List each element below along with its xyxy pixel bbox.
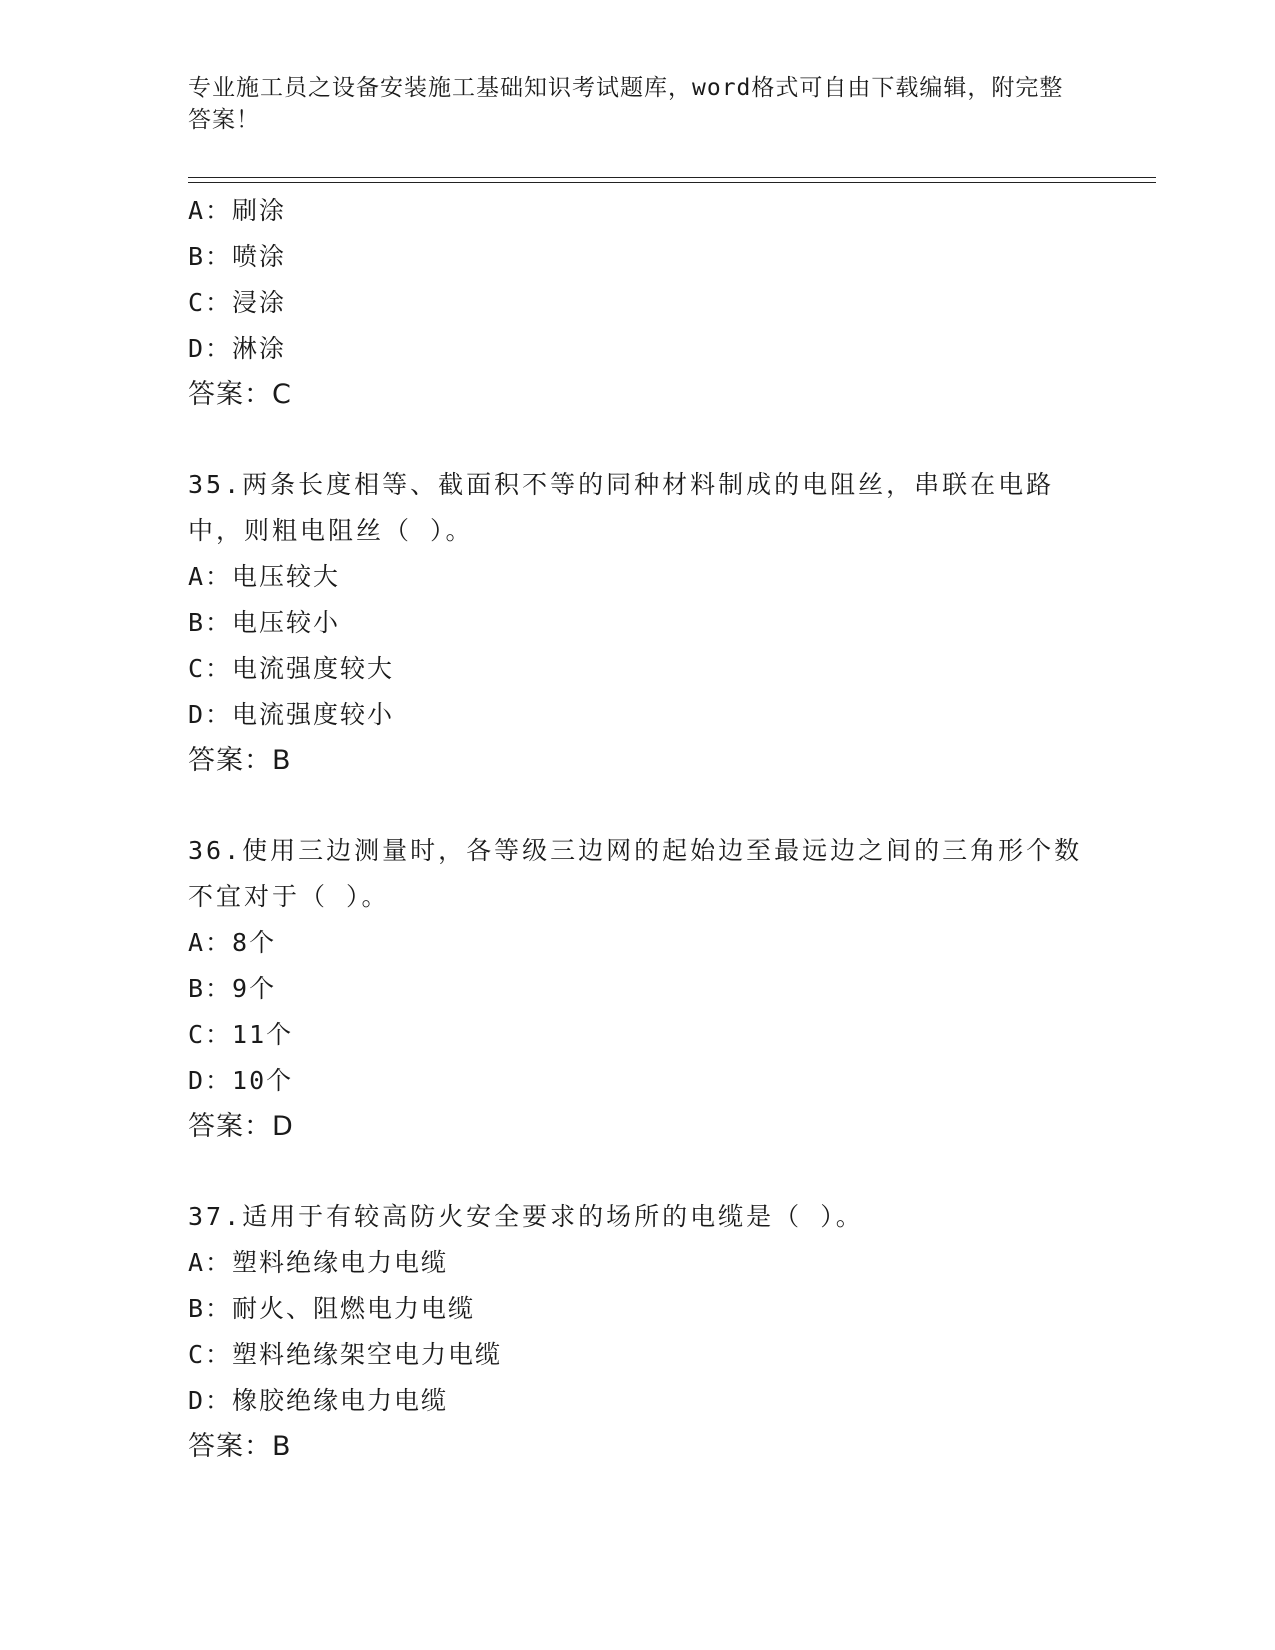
option-b: B：电压较小 [188,608,341,637]
option-a: A：刷涂 [188,196,287,225]
question-35 [188,462,1088,784]
option-a: A：8个 [188,928,277,957]
answer-line: 答案：D [188,1111,294,1142]
option-d: D：电流强度较小 [188,700,395,729]
question-36 [188,828,1088,1150]
question-37 [188,1194,1088,1470]
header-divider-bottom [188,182,1156,183]
option-d: D：10个 [188,1066,294,1095]
header-divider-top [188,177,1156,178]
question-list [188,188,1088,1470]
option-d: D：淋涂 [188,334,287,363]
answer-line: 答案：B [188,1431,292,1462]
option-c: C：11个 [188,1020,294,1049]
option-c: C：塑料绝缘架空电力电缆 [188,1340,503,1369]
question-stem: 35.两条长度相等、截面积不等的同种材料制成的电阻丝，串联在电路中，则粗电阻丝（ ）。 [188,470,1055,545]
option-a: A：电压较大 [188,562,341,591]
document-header: 专业施工员之设备安装施工基础知识考试题库，word格式可自由下载编辑，附完整答案！ [188,75,1064,133]
option-b: B：9个 [188,974,277,1003]
option-c: C：浸涂 [188,288,287,317]
option-d: D：橡胶绝缘电力电缆 [188,1386,449,1415]
option-c: C：电流强度较大 [188,654,395,683]
option-b: B：喷涂 [188,242,287,271]
answer-line: 答案：B [188,745,292,776]
option-b: B：耐火、阻燃电力电缆 [188,1294,476,1323]
question-stem: 37.适用于有较高防火安全要求的场所的电缆是（ ）。 [188,1202,864,1231]
question-fragment [188,188,1088,418]
question-stem: 36.使用三边测量时，各等级三边网的起始边至最远边之间的三角形个数不宜对于（ ）。 [188,836,1083,911]
answer-line: 答案：C [188,379,292,410]
option-a: A：塑料绝缘电力电缆 [188,1248,449,1277]
